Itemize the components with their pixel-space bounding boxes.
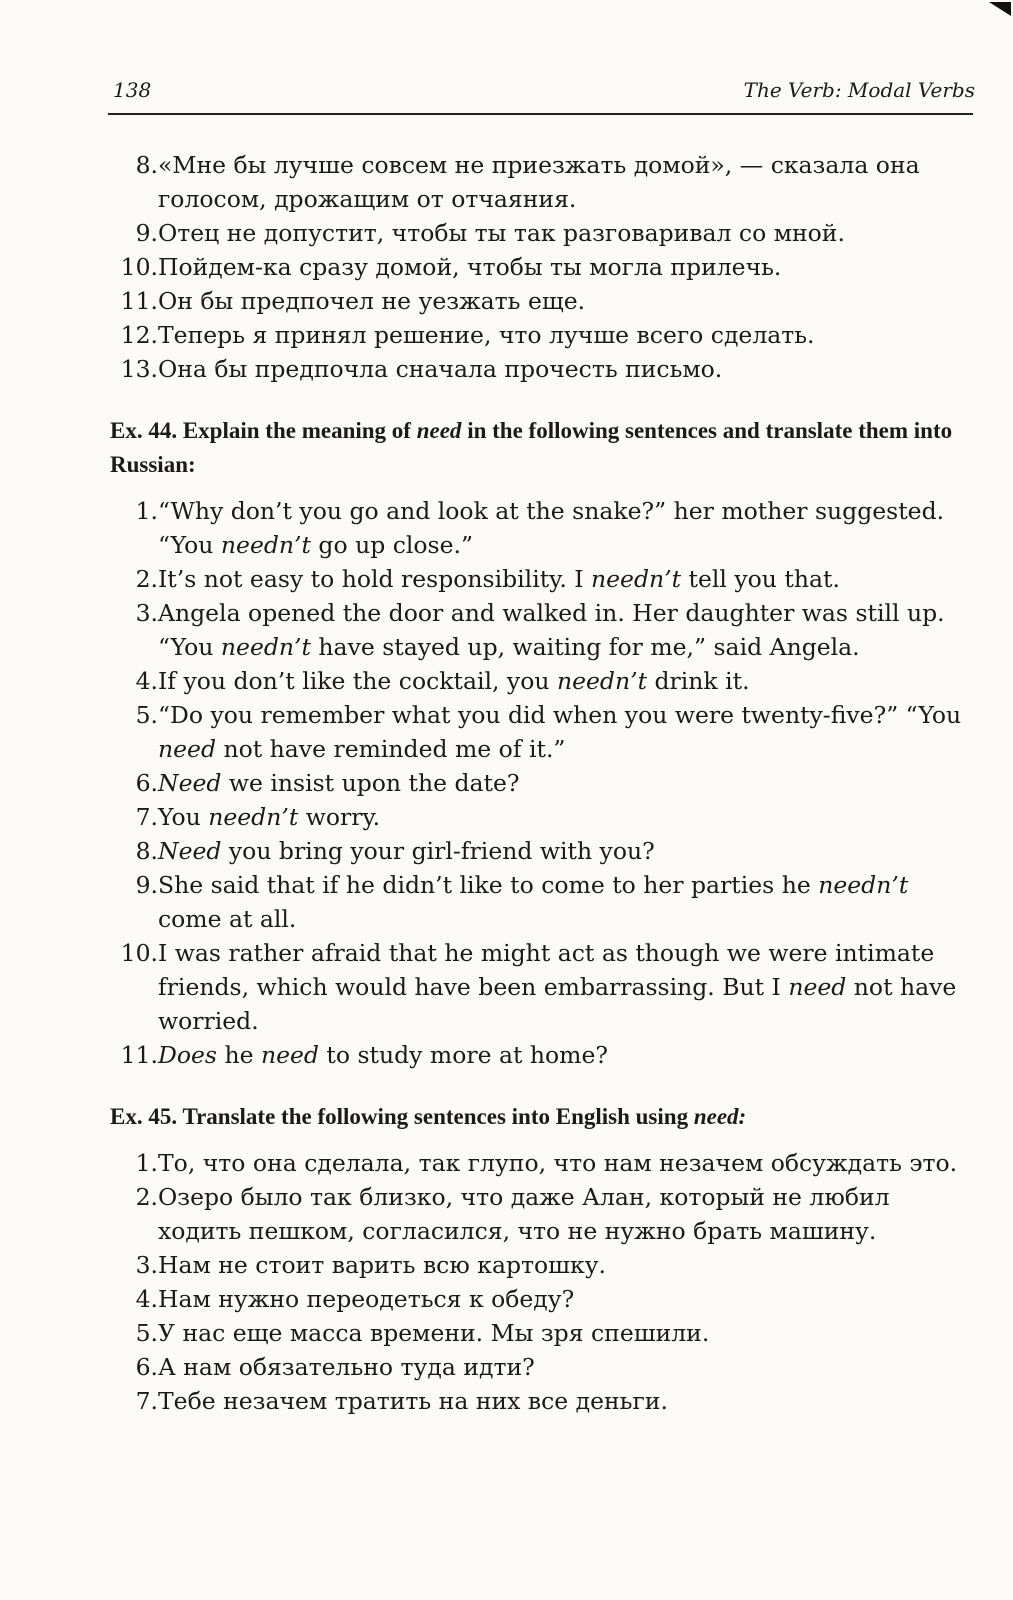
emphasized-word: needn’t	[556, 667, 648, 695]
item-number: 13.	[120, 355, 158, 383]
text-run: А нам обязательно туда идти?	[158, 1353, 535, 1381]
item-text	[158, 1316, 975, 1350]
page-header	[113, 72, 975, 108]
text-run: he	[216, 1041, 261, 1069]
list-item	[110, 1282, 975, 1316]
exercise-43-list	[110, 148, 975, 386]
item-number: 10.	[120, 939, 158, 967]
header-rule	[108, 113, 973, 115]
list-item	[110, 698, 975, 766]
emphasized-word: need	[788, 973, 847, 1001]
item-number: 12.	[120, 321, 158, 349]
emphasized-word: Need	[158, 837, 222, 865]
list-item	[110, 834, 975, 868]
item-number: 7.	[135, 1387, 158, 1415]
list-item	[110, 562, 975, 596]
list-item	[110, 284, 975, 318]
exercise-label: Ex. 44.	[110, 418, 178, 443]
corner-mark	[989, 2, 1011, 16]
item-text	[158, 664, 975, 698]
exercise-44-heading	[110, 414, 975, 482]
exercise-instruction-end: in the following sentences and translate them into Russian:	[110, 418, 953, 477]
text-run: «Мне бы лучше совсем не приезжать домой», — сказала она голосом, дрожащим от отчаяния.	[158, 151, 920, 213]
item-text	[158, 1038, 975, 1072]
item-text	[158, 352, 975, 386]
item-number: 3.	[135, 1251, 158, 1279]
item-text	[158, 250, 975, 284]
item-number: 9.	[135, 871, 158, 899]
item-number: 6.	[135, 1353, 158, 1381]
exercise-44-list	[110, 494, 975, 1072]
exercise-keyword: need:	[693, 1104, 747, 1129]
item-text	[158, 562, 975, 596]
text-run: Нам не стоит варить всю картошку.	[158, 1251, 606, 1279]
text-run: come at all.	[158, 905, 297, 933]
item-text	[158, 494, 975, 562]
emphasized-word: Does	[158, 1041, 217, 1069]
item-text	[158, 1384, 975, 1418]
text-run: It’s not easy to hold responsibility. I	[158, 565, 592, 593]
item-number: 3.	[135, 599, 158, 627]
list-item	[110, 664, 975, 698]
text-run: I was rather afraid that he might act as though we were intimate friends, which would have been embarrassing. But I	[158, 939, 935, 1001]
item-number: 8.	[135, 151, 158, 179]
text-run: Озеро было так близко, что даже Алан, который не любил ходить пешком, согласился, что не нужно брать машину.	[158, 1183, 890, 1245]
item-number: 11.	[120, 1041, 158, 1069]
text-run: you bring your girl-friend with you?	[221, 837, 655, 865]
item-number: 5.	[135, 701, 158, 729]
item-number: 9.	[135, 219, 158, 247]
text-run: She said that if he didn’t like to come to her parties he	[158, 871, 819, 899]
running-title: The Verb: Modal Verbs	[743, 78, 975, 102]
list-item	[110, 1038, 975, 1072]
list-item	[110, 1180, 975, 1248]
text-run: Он бы предпочел не уезжать еще.	[158, 287, 586, 315]
text-run: not have worried.	[158, 973, 957, 1035]
text-run: То, что она сделала, так глупо, что нам незачем обсуждать это.	[158, 1149, 958, 1177]
text-run: to study more at home?	[318, 1041, 608, 1069]
page-content	[110, 148, 975, 1418]
item-text	[158, 834, 975, 868]
item-text	[158, 698, 975, 766]
text-run: not have reminded me of it.”	[216, 735, 566, 763]
list-item	[110, 148, 975, 216]
text-run: Отец не допустит, чтобы ты так разговаривал со мной.	[158, 219, 845, 247]
text-run: If you don’t like the cocktail, you	[158, 667, 557, 695]
emphasized-word: needn’t	[818, 871, 909, 899]
text-run: have stayed up, waiting for me,” said Angela.	[310, 633, 860, 661]
item-number: 4.	[135, 667, 158, 695]
list-item	[110, 936, 975, 1038]
list-item	[110, 494, 975, 562]
item-text	[158, 1282, 975, 1316]
list-item	[110, 1384, 975, 1418]
item-number: 6.	[135, 769, 158, 797]
text-run: “Why don’t you go and look at the snake?” her mother suggested. “You	[158, 497, 945, 559]
item-text	[158, 318, 975, 352]
text-run: У нас еще масса времени. Мы зря спешили.	[158, 1319, 710, 1347]
item-text	[158, 216, 975, 250]
exercise-instruction: Translate the following sentences into English using	[182, 1104, 689, 1129]
item-text	[158, 1248, 975, 1282]
item-text	[158, 936, 975, 1038]
text-run: drink it.	[647, 667, 750, 695]
list-item	[110, 1350, 975, 1384]
list-item	[110, 868, 975, 936]
item-text	[158, 284, 975, 318]
text-run: Пойдем-ка сразу домой, чтобы ты могла прилечь.	[158, 253, 782, 281]
emphasized-word: needn’t	[208, 803, 299, 831]
item-text	[158, 1350, 975, 1384]
page-number: 138	[113, 78, 152, 102]
item-text	[158, 1180, 975, 1248]
exercise-instruction: Explain the meaning of	[182, 418, 411, 443]
item-number: 11.	[120, 287, 158, 315]
item-number: 10.	[120, 253, 158, 281]
list-item	[110, 596, 975, 664]
text-run: Тебе незачем тратить на них все деньги.	[158, 1387, 668, 1415]
list-item	[110, 766, 975, 800]
exercise-45-heading	[110, 1100, 975, 1134]
emphasized-word: need	[260, 1041, 319, 1069]
item-text	[158, 800, 975, 834]
list-item	[110, 318, 975, 352]
text-run: go up close.”	[310, 531, 474, 559]
item-number: 1.	[135, 1149, 158, 1177]
exercise-45-list	[110, 1146, 975, 1418]
text-run: worry.	[298, 803, 381, 831]
exercise-keyword: need	[416, 418, 462, 443]
emphasized-word: needn’t	[591, 565, 682, 593]
text-run: Она бы предпочла сначала прочесть письмо.	[158, 355, 723, 383]
item-text	[158, 868, 975, 936]
item-number: 7.	[135, 803, 158, 831]
emphasized-word: Need	[158, 769, 222, 797]
exercise-label: Ex. 45.	[110, 1104, 178, 1129]
text-run: Нам нужно переодеться к обеду?	[158, 1285, 575, 1313]
item-number: 2.	[135, 565, 158, 593]
item-text	[158, 766, 975, 800]
text-run: Теперь я принял решение, что лучше всего сделать.	[158, 321, 815, 349]
text-run: we insist upon the date?	[221, 769, 520, 797]
emphasized-word: needn’t	[220, 531, 311, 559]
list-item	[110, 800, 975, 834]
text-run: You	[158, 803, 209, 831]
item-number: 5.	[135, 1319, 158, 1347]
item-number: 8.	[135, 837, 158, 865]
text-run: tell you that.	[681, 565, 840, 593]
item-text	[158, 1146, 975, 1180]
list-item	[110, 1146, 975, 1180]
item-number: 4.	[135, 1285, 158, 1313]
text-run: “Do you remember what you did when you were twenty-five?” “You	[158, 701, 962, 729]
item-text	[158, 596, 975, 664]
list-item	[110, 216, 975, 250]
list-item	[110, 1316, 975, 1350]
item-number: 2.	[135, 1183, 158, 1211]
item-number: 1.	[135, 497, 158, 525]
emphasized-word: need	[158, 735, 216, 763]
text-run: Angela opened the door and walked in. Her daughter was still up. “You	[158, 599, 945, 661]
list-item	[110, 250, 975, 284]
emphasized-word: needn’t	[220, 633, 311, 661]
list-item	[110, 352, 975, 386]
list-item	[110, 1248, 975, 1282]
item-text	[158, 148, 975, 216]
